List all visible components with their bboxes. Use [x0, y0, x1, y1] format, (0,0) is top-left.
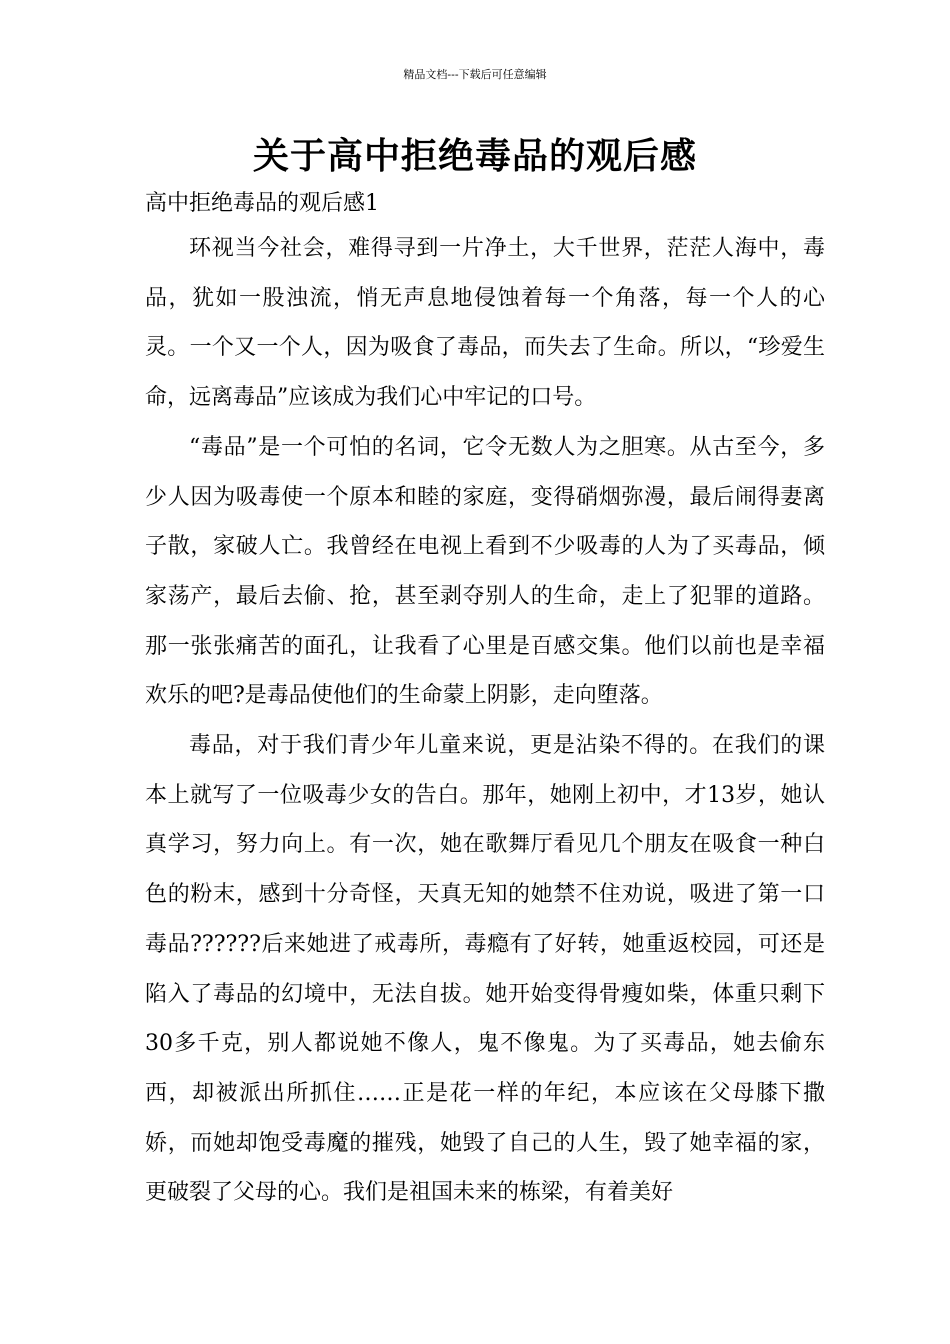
paragraph: 毒品，对于我们青少年儿童来说，更是沾染不得的。在我们的课本上就写了一位吸毒少女的告白。那年，她刚上初中，才13岁，她认真学习，努力向上。有一次，她在歌舞厅看见几个朋友在吸食一种白色的粉末，感到十分奇怪，天真无知的她禁不住劝说，吸进了第一口毒品??????后来她进了戒毒所，毒瘾有了好转，她重返校园，可还是陷入了毒品的幻境中，无法自拔。她开始变得骨瘦如柴，体重只剩下30多千克，别人都说她不像人，鬼不像鬼。为了买毒品，她去偷东西，却被派出所抓住……正是花一样的年纪，本应该在父母膝下撒娇，而她却饱受毒魔的摧残，她毁了自己的人生，毁了她幸福的家，更破裂了父母的心。我们是祖国未来的栋梁，有着美好: [145, 733, 825, 1206]
paragraph: 环视当今社会，难得寻到一片净土，大千世界，茫茫人海中，毒品，犹如一股浊流，悄无声息地侵蚀着每一个角落，每一个人的心灵。一个又一个人，因为吸食了毒品，而失去了生命。所以，“珍爱生命，远离毒品”应该成为我们心中牢记的口号。: [145, 236, 825, 411]
document-title: 关于高中拒绝毒品的观后感: [252, 135, 697, 177]
header-note: 精品文档---下载后可任意编辑: [403, 68, 547, 81]
section-subtitle: 高中拒绝毒品的观后感1: [145, 191, 379, 216]
body-text: [145, 224, 825, 1218]
paragraph: “毒品”是一个可怕的名词，它令无数人为之胆寒。从古至今，多少人因为吸毒使一个原本和睦的家庭，变得硝烟弥漫，最后闹得妻离子散，家破人亡。我曾经在电视上看到不少吸毒的人为了买毒品，倾家荡产，最后去偷、抢，甚至剥夺别人的生命，走上了犯罪的道路。那一张张痛苦的面孔，让我看了心里是百感交集。他们以前也是幸福欢乐的吧?是毒品使他们的生命蒙上阴影，走向堕落。: [145, 434, 825, 709]
